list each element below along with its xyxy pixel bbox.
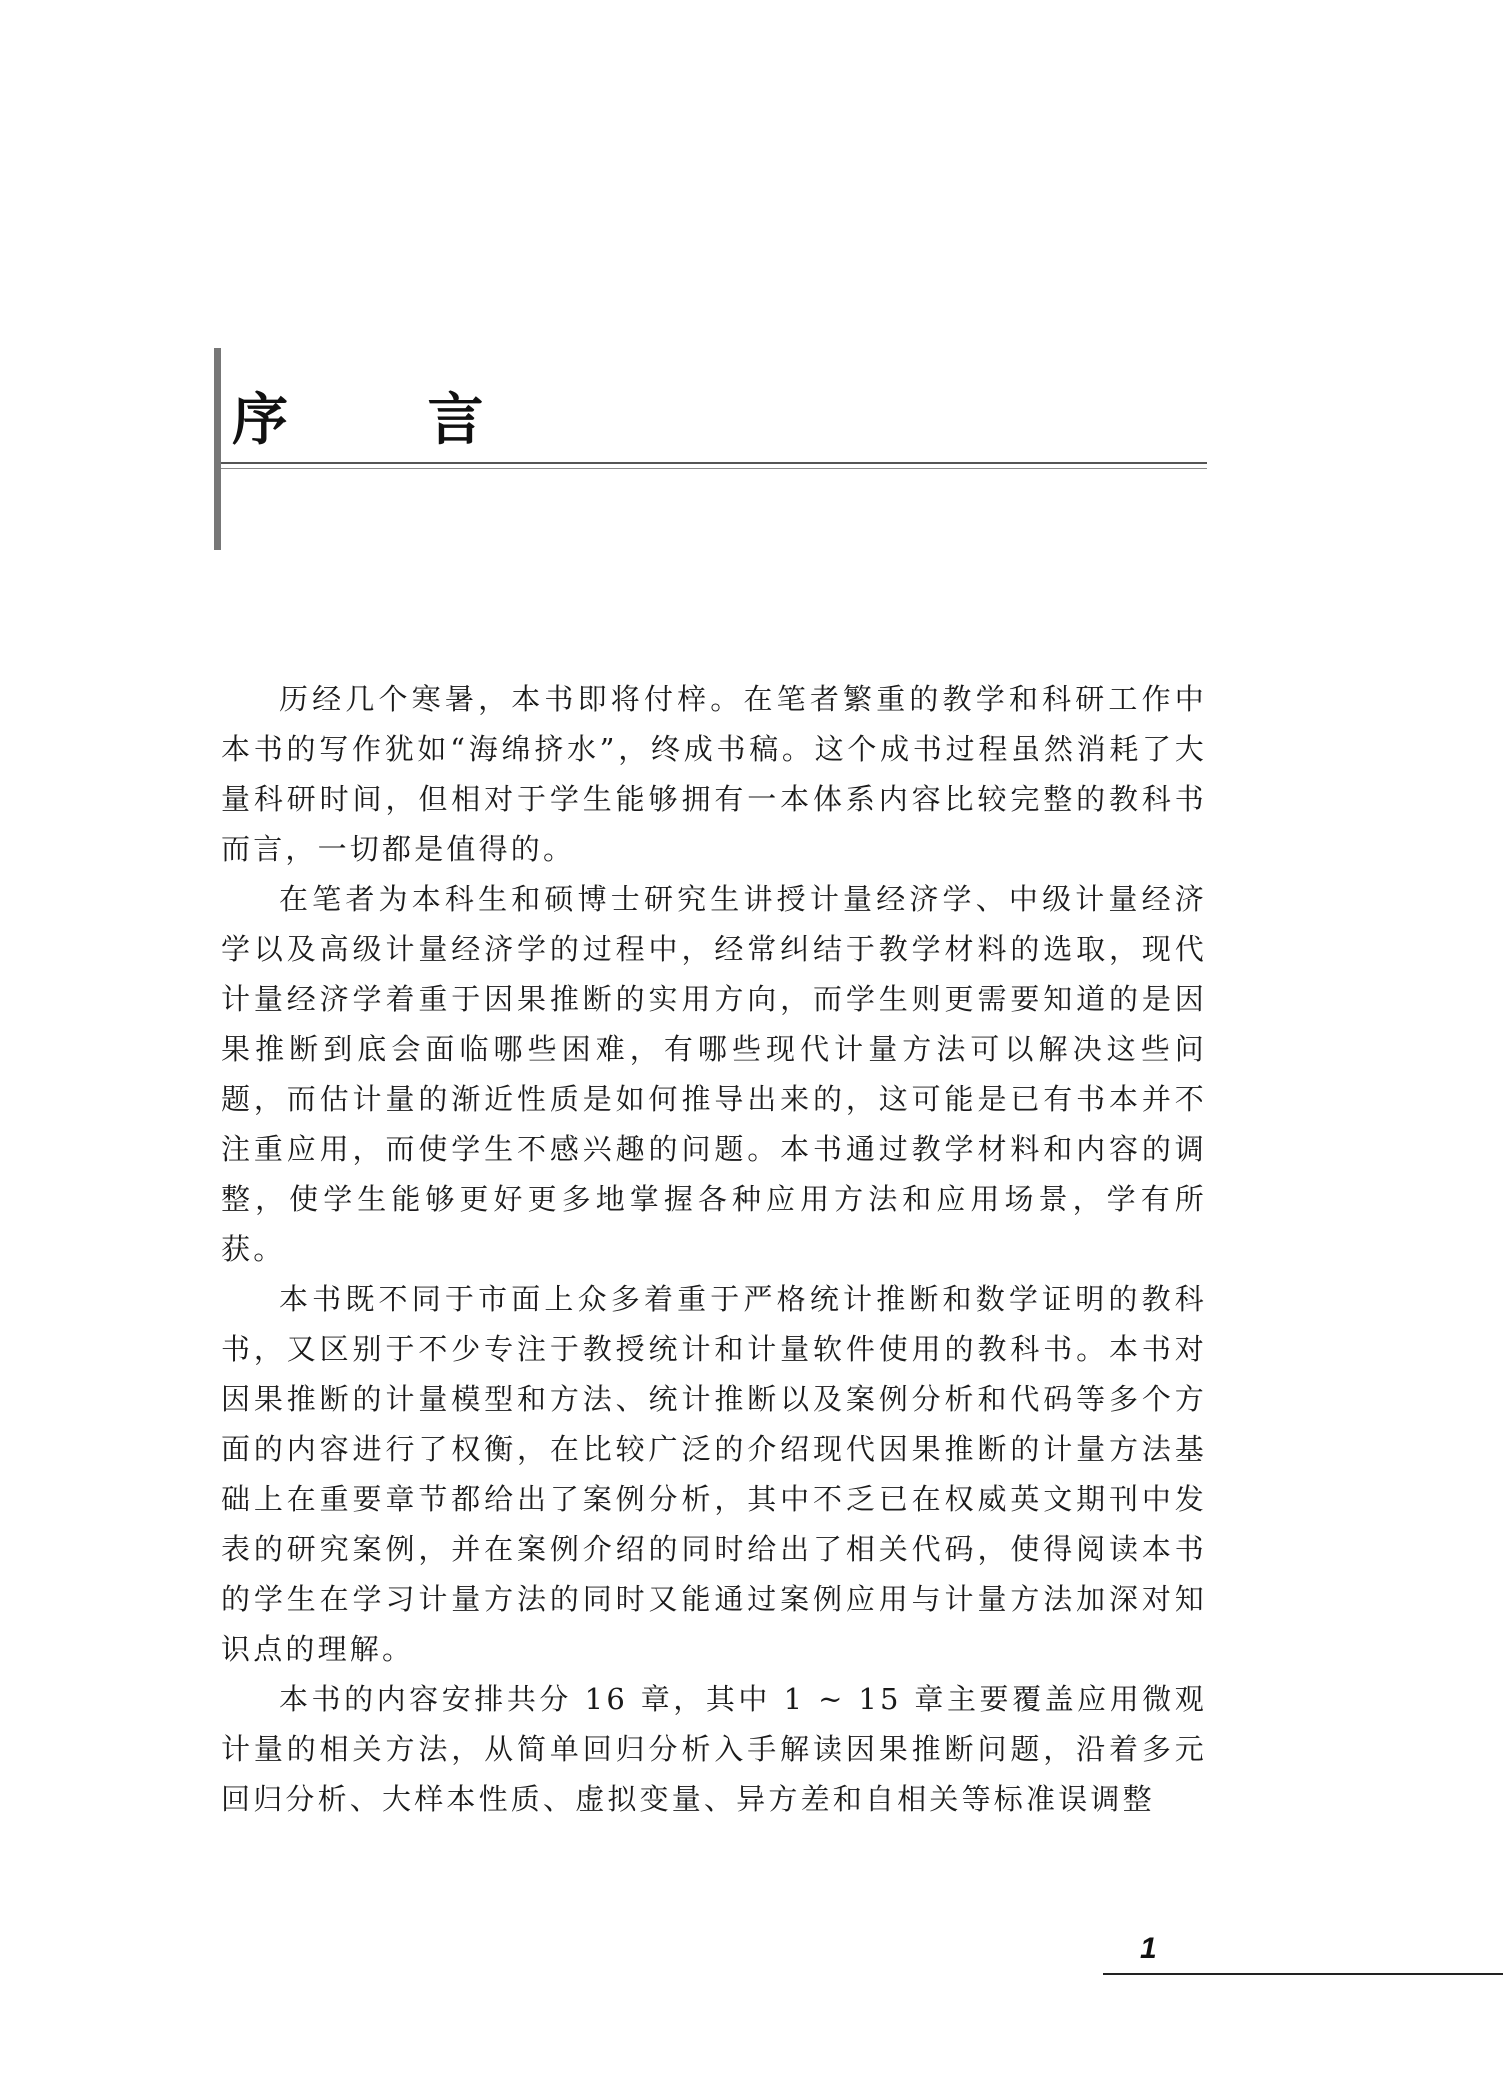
paragraph-3: 本书既不同于市面上众多着重于严格统计推断和数学证明的教科书，又区别于不少专注于教授统计和计量软件使用的教科书。本书对因果推断的计量模型和方法、统计推断以及案例分析和代码等多个方面的内容进行了权衡，在比较广泛的介绍现代因果推断的计量方法基础上在重要章节都给出了案例分析，其中不乏已在权威英文期刊中发表的研究案例，并在案例介绍的同时给出了相关代码，使得阅读本书的学生在学习计量方法的同时又能通过案例应用与计量方法加深对知识点的理解。 [221,1282,1207,1666]
title-accent-bar [214,348,221,550]
paragraph-1: 历经几个寒暑，本书即将付梓。在笔者繁重的教学和科研工作中本书的写作犹如“海绵挤水”，终成书稿。这个成书过程虽然消耗了大量科研时间，但相对于学生能够拥有一本体系内容比较完整的教科书而言，一切都是值得的。 [221,682,1207,866]
page-number: 1 [1140,1932,1157,1965]
page-title: 序 言 [232,387,544,453]
title-rule-thick [221,462,1207,464]
body-text [221,674,1207,1824]
paragraph-4: 本书的内容安排共分 16 章，其中 1 ~ 15 章主要覆盖应用微观计量的相关方法，从简单回归分析入手解读因果推断问题，沿着多元回归分析、大样本性质、虚拟变量、异方差和自相关等标准误调整 [221,1682,1207,1816]
paragraph-2: 在笔者为本科生和硕博士研究生讲授计量经济学、中级计量经济学以及高级计量经济学的过程中，经常纠结于教学材料的选取，现代计量经济学着重于因果推断的实用方向，而学生则更需要知道的是因果推断到底会面临哪些困难，有哪些现代计量方法可以解决这些问题，而估计量的渐近性质是如何推导出来的，这可能是已有书本并不注重应用，而使学生不感兴趣的问题。本书通过教学材料和内容的调整，使学生能够更好更多地掌握各种应用方法和应用场景，学有所获。 [221,882,1207,1266]
page-number-rule [1103,1973,1503,1975]
title-rule-thin [221,468,1207,469]
